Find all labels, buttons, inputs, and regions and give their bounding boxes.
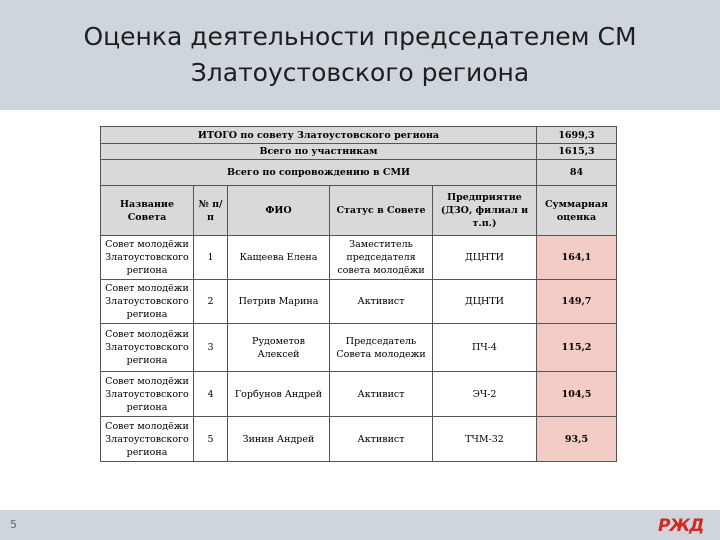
- cell-enterprise: ДЦНТИ: [433, 236, 537, 280]
- summary-row-total: [101, 127, 617, 144]
- cell-name: Петрив Марина: [228, 280, 330, 324]
- table-row: [101, 372, 617, 417]
- cell-name: Горбунов Андрей: [228, 372, 330, 417]
- summary-media-label: Всего по сопровождению в СМИ: [101, 160, 537, 186]
- summary-total-value: 1699,3: [537, 127, 617, 144]
- summary-participants-label: Всего по участникам: [101, 144, 537, 160]
- summary-participants-value: 1615,3: [537, 144, 617, 160]
- cell-number: 5: [194, 417, 228, 462]
- cell-enterprise: ЭЧ-2: [433, 372, 537, 417]
- column-header-score: Суммарная оценка: [537, 186, 617, 236]
- table-row: [101, 280, 617, 324]
- cell-name: Зинин Андрей: [228, 417, 330, 462]
- cell-name: Кащеева Елена: [228, 236, 330, 280]
- cell-score: 115,2: [537, 324, 617, 372]
- summary-media-value: 84: [537, 160, 617, 186]
- cell-council: Совет молодёжи Златоустовского региона: [101, 236, 194, 280]
- table-row: [101, 324, 617, 372]
- column-header-enterprise: Предприятие (ДЗО, филиал и т.п.): [433, 186, 537, 236]
- table-header-row: [101, 186, 617, 236]
- cell-enterprise: ПЧ-4: [433, 324, 537, 372]
- slide-title: [40, 19, 680, 91]
- cell-status: Заместитель председателя совета молодёжи: [330, 236, 433, 280]
- cell-number: 1: [194, 236, 228, 280]
- slide-footer: [0, 510, 720, 540]
- cell-number: 3: [194, 324, 228, 372]
- cell-number: 4: [194, 372, 228, 417]
- cell-name: Рудометов Алексей: [228, 324, 330, 372]
- slide-title-line-2: Златоустовского региона: [190, 58, 530, 87]
- cell-council: Совет молодёжи Златоустовского региона: [101, 280, 194, 324]
- column-header-council: Название Совета: [101, 186, 194, 236]
- cell-score: 104,5: [537, 372, 617, 417]
- cell-enterprise: ТЧМ-32: [433, 417, 537, 462]
- cell-score: 149,7: [537, 280, 617, 324]
- cell-status: Активист: [330, 372, 433, 417]
- cell-score: 93,5: [537, 417, 617, 462]
- summary-row-participants: [101, 144, 617, 160]
- cell-status: Председатель Совета молодежи: [330, 324, 433, 372]
- page-number: 5: [10, 518, 17, 531]
- column-header-name: ФИО: [228, 186, 330, 236]
- table-row: [101, 417, 617, 462]
- cell-number: 2: [194, 280, 228, 324]
- column-header-number: № п/п: [194, 186, 228, 236]
- rating-table: [100, 126, 617, 462]
- table-row: [101, 236, 617, 280]
- summary-total-label: ИТОГО по совету Златоустовского региона: [101, 127, 537, 144]
- slide-title-line-1: Оценка деятельности председателем СМ: [83, 22, 637, 51]
- cell-council: Совет молодёжи Златоустовского региона: [101, 417, 194, 462]
- cell-score: 164,1: [537, 236, 617, 280]
- cell-status: Активист: [330, 280, 433, 324]
- cell-council: Совет молодёжи Златоустовского региона: [101, 324, 194, 372]
- cell-council: Совет молодёжи Златоустовского региона: [101, 372, 194, 417]
- cell-enterprise: ДЦНТИ: [433, 280, 537, 324]
- slide-header: [0, 0, 720, 110]
- rzd-logo: РЖД: [658, 516, 704, 536]
- cell-status: Активист: [330, 417, 433, 462]
- column-header-status: Статус в Совете: [330, 186, 433, 236]
- summary-row-media: [101, 160, 617, 186]
